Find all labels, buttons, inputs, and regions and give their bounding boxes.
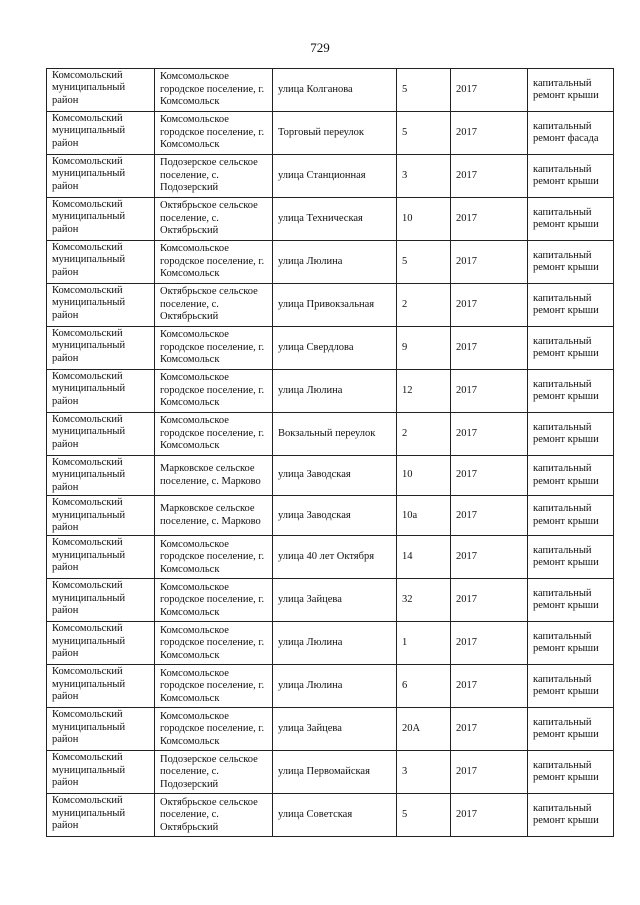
cell-settlement: Октябрьское сельское поселение, с. Октябрьский	[155, 284, 273, 327]
table-row	[47, 579, 614, 622]
cell-street: улица Техническая	[273, 198, 397, 241]
cell-work: капитальный ремонт фасада	[528, 112, 614, 155]
cell-district: Комсомольский муниципальный район	[47, 456, 155, 496]
cell-year: 2017	[451, 284, 528, 327]
cell-house: 5	[397, 112, 451, 155]
cell-street: улица Люлина	[273, 622, 397, 665]
cell-settlement: Комсомольское городское поселение, г. Комсомольск	[155, 370, 273, 413]
cell-street: улица Советская	[273, 794, 397, 837]
cell-work: капитальный ремонт крыши	[528, 496, 614, 536]
cell-year: 2017	[451, 665, 528, 708]
cell-street: Вокзальный переулок	[273, 413, 397, 456]
cell-settlement: Комсомольское городское поселение, г. Комсомольск	[155, 69, 273, 112]
cell-district: Комсомольский муниципальный район	[47, 496, 155, 536]
cell-year: 2017	[451, 751, 528, 794]
cell-district: Комсомольский муниципальный район	[47, 155, 155, 198]
cell-settlement: Комсомольское городское поселение, г. Комсомольск	[155, 327, 273, 370]
cell-street: улица Зайцева	[273, 708, 397, 751]
cell-house: 10	[397, 456, 451, 496]
cell-district: Комсомольский муниципальный район	[47, 622, 155, 665]
cell-street: улица Люлина	[273, 370, 397, 413]
cell-settlement: Октябрьское сельское поселение, с. Октябрьский	[155, 198, 273, 241]
cell-house: 2	[397, 413, 451, 456]
cell-house: 14	[397, 536, 451, 579]
cell-work: капитальный ремонт крыши	[528, 241, 614, 284]
cell-work: капитальный ремонт крыши	[528, 413, 614, 456]
cell-settlement: Марковское сельское поселение, с. Марково	[155, 456, 273, 496]
cell-year: 2017	[451, 327, 528, 370]
cell-settlement: Подозерское сельское поселение, с. Подозерский	[155, 751, 273, 794]
cell-street: улица Станционная	[273, 155, 397, 198]
cell-work: капитальный ремонт крыши	[528, 708, 614, 751]
cell-house: 10	[397, 198, 451, 241]
cell-street: улица Зайцева	[273, 579, 397, 622]
cell-work: капитальный ремонт крыши	[528, 370, 614, 413]
table-row	[47, 198, 614, 241]
table-row	[47, 794, 614, 837]
cell-year: 2017	[451, 794, 528, 837]
cell-work: капитальный ремонт крыши	[528, 622, 614, 665]
page-number: 729	[310, 40, 330, 55]
cell-district: Комсомольский муниципальный район	[47, 536, 155, 579]
cell-street: улица Люлина	[273, 241, 397, 284]
table-row	[47, 370, 614, 413]
cell-district: Комсомольский муниципальный район	[47, 413, 155, 456]
cell-settlement: Комсомольское городское поселение, г. Комсомольск	[155, 579, 273, 622]
cell-work: капитальный ремонт крыши	[528, 155, 614, 198]
cell-settlement: Комсомольское городское поселение, г. Комсомольск	[155, 112, 273, 155]
cell-work: капитальный ремонт крыши	[528, 284, 614, 327]
table-row	[47, 413, 614, 456]
table-row	[47, 327, 614, 370]
cell-year: 2017	[451, 69, 528, 112]
cell-house: 5	[397, 794, 451, 837]
cell-settlement: Комсомольское городское поселение, г. Комсомольск	[155, 536, 273, 579]
cell-work: капитальный ремонт крыши	[528, 751, 614, 794]
cell-house: 20А	[397, 708, 451, 751]
cell-street: Торговый переулок	[273, 112, 397, 155]
cell-district: Комсомольский муниципальный район	[47, 708, 155, 751]
table-row	[47, 241, 614, 284]
cell-street: улица Люлина	[273, 665, 397, 708]
cell-house: 2	[397, 284, 451, 327]
cell-house: 3	[397, 751, 451, 794]
cell-year: 2017	[451, 496, 528, 536]
cell-work: капитальный ремонт крыши	[528, 536, 614, 579]
table-row	[47, 284, 614, 327]
cell-district: Комсомольский муниципальный район	[47, 284, 155, 327]
cell-street: улица Заводская	[273, 456, 397, 496]
cell-street: улица 40 лет Октября	[273, 536, 397, 579]
table-row	[47, 622, 614, 665]
cell-house: 5	[397, 69, 451, 112]
cell-district: Комсомольский муниципальный район	[47, 751, 155, 794]
cell-district: Комсомольский муниципальный район	[47, 794, 155, 837]
cell-year: 2017	[451, 456, 528, 496]
cell-district: Комсомольский муниципальный район	[47, 112, 155, 155]
table-row	[47, 751, 614, 794]
table-row	[47, 708, 614, 751]
cell-work: капитальный ремонт крыши	[528, 198, 614, 241]
cell-house: 3	[397, 155, 451, 198]
table-row	[47, 155, 614, 198]
cell-settlement: Комсомольское городское поселение, г. Комсомольск	[155, 241, 273, 284]
table-row	[47, 456, 614, 496]
cell-house: 9	[397, 327, 451, 370]
cell-settlement: Комсомольское городское поселение, г. Комсомольск	[155, 622, 273, 665]
table-row	[47, 69, 614, 112]
cell-year: 2017	[451, 622, 528, 665]
cell-house: 10а	[397, 496, 451, 536]
cell-district: Комсомольский муниципальный район	[47, 579, 155, 622]
cell-year: 2017	[451, 198, 528, 241]
cell-year: 2017	[451, 155, 528, 198]
cell-settlement: Комсомольское городское поселение, г. Комсомольск	[155, 665, 273, 708]
cell-settlement: Комсомольское городское поселение, г. Комсомольск	[155, 708, 273, 751]
cell-street: улица Свердлова	[273, 327, 397, 370]
cell-settlement: Комсомольское городское поселение, г. Комсомольск	[155, 413, 273, 456]
cell-house: 12	[397, 370, 451, 413]
cell-year: 2017	[451, 241, 528, 284]
cell-settlement: Подозерское сельское поселение, с. Подозерский	[155, 155, 273, 198]
cell-street: улица Первомайская	[273, 751, 397, 794]
cell-house: 5	[397, 241, 451, 284]
cell-year: 2017	[451, 579, 528, 622]
cell-street: улица Заводская	[273, 496, 397, 536]
cell-district: Комсомольский муниципальный район	[47, 241, 155, 284]
cell-work: капитальный ремонт крыши	[528, 665, 614, 708]
cell-work: капитальный ремонт крыши	[528, 69, 614, 112]
table-row	[47, 496, 614, 536]
table-row	[47, 665, 614, 708]
cell-year: 2017	[451, 536, 528, 579]
cell-work: капитальный ремонт крыши	[528, 456, 614, 496]
cell-district: Комсомольский муниципальный район	[47, 69, 155, 112]
cell-work: капитальный ремонт крыши	[528, 794, 614, 837]
cell-year: 2017	[451, 112, 528, 155]
cell-settlement: Октябрьское сельское поселение, с. Октябрьский	[155, 794, 273, 837]
housing-repair-table	[46, 68, 614, 837]
table-row	[47, 112, 614, 155]
cell-district: Комсомольский муниципальный район	[47, 370, 155, 413]
cell-district: Комсомольский муниципальный район	[47, 665, 155, 708]
cell-district: Комсомольский муниципальный район	[47, 198, 155, 241]
cell-house: 6	[397, 665, 451, 708]
cell-work: капитальный ремонт крыши	[528, 579, 614, 622]
cell-street: улица Колганова	[273, 69, 397, 112]
cell-work: капитальный ремонт крыши	[528, 327, 614, 370]
cell-year: 2017	[451, 370, 528, 413]
cell-settlement: Марковское сельское поселение, с. Марково	[155, 496, 273, 536]
cell-year: 2017	[451, 708, 528, 751]
cell-street: улица Привокзальная	[273, 284, 397, 327]
cell-year: 2017	[451, 413, 528, 456]
table-row	[47, 536, 614, 579]
cell-house: 32	[397, 579, 451, 622]
cell-district: Комсомольский муниципальный район	[47, 327, 155, 370]
cell-house: 1	[397, 622, 451, 665]
